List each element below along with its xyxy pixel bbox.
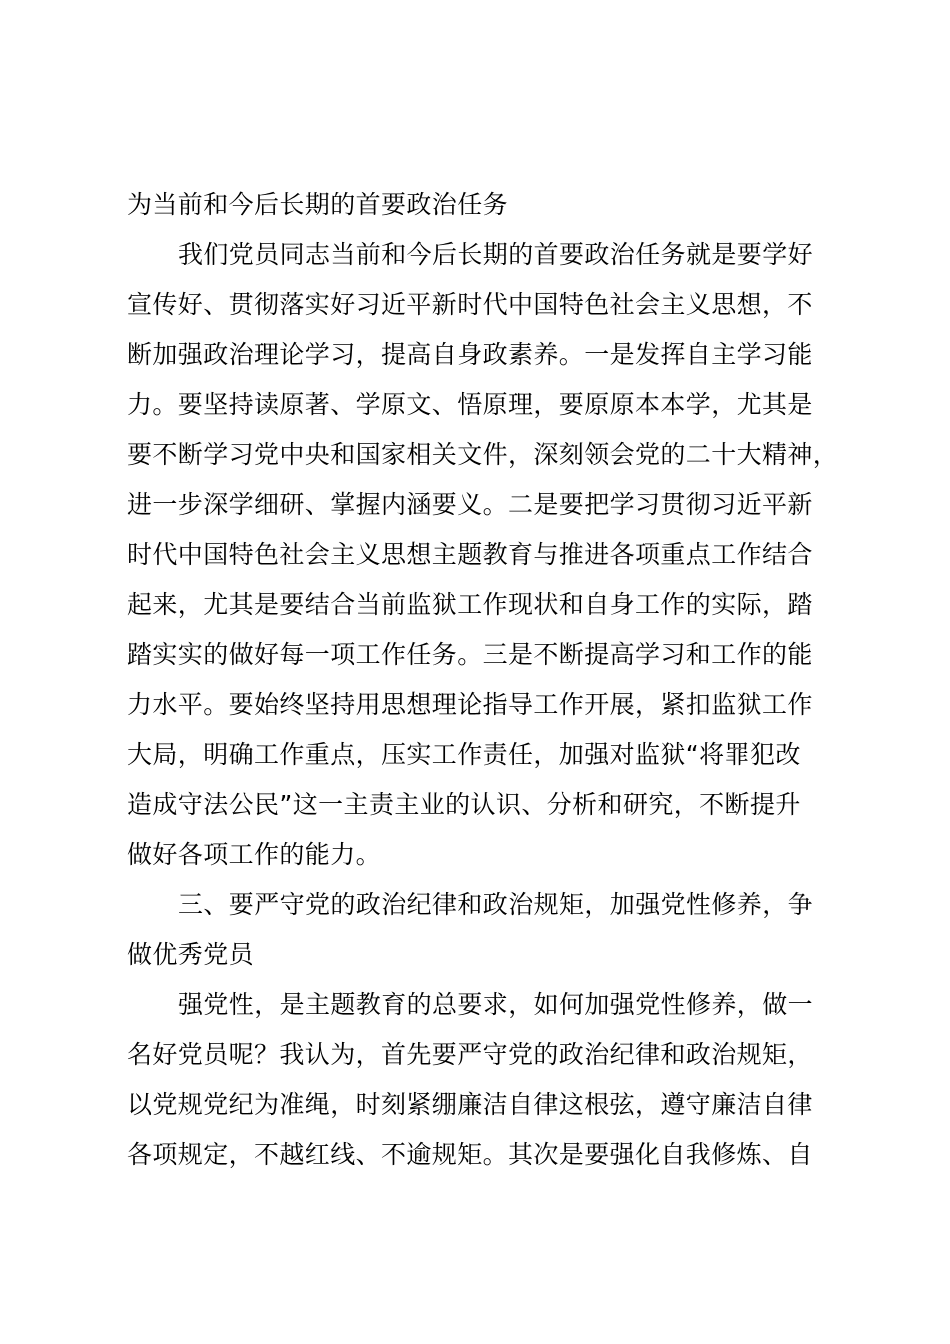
paragraph-line: 以党规党纪为准绳，时刻紧绷廉洁自律这根弦，遵守廉洁自律 xyxy=(127,1090,813,1119)
section-heading: 三、要严守党的政治纪律和政治规矩，加强党性修养，争 xyxy=(178,890,814,919)
paragraph-line: 进一步深学细研、掌握内涵要义。二是要把学习贯彻习近平新 xyxy=(127,490,813,519)
paragraph-line: 宣传好、贯彻落实好习近平新时代中国特色社会主义思想，不 xyxy=(127,290,813,319)
paragraph-line: 要不断学习党中央和国家相关文件，深刻领会党的二十大精神， xyxy=(127,440,839,469)
paragraph-line: 各项规定，不越红线、不逾规矩。其次是要强化自我修炼、自 xyxy=(127,1140,813,1169)
paragraph-line: 强党性，是主题教育的总要求，如何加强党性修养，做一 xyxy=(178,990,814,1019)
paragraph-line: 名好党员呢？我认为，首先要严守党的政治纪律和政治规矩， xyxy=(127,1040,813,1069)
paragraph-line: 大局，明确工作重点，压实工作责任，加强对监狱“将罪犯改 xyxy=(127,740,801,769)
paragraph-line: 力水平。要始终坚持用思想理论指导工作开展，紧扣监狱工作 xyxy=(127,690,813,719)
paragraph-line: 力。要坚持读原著、学原文、悟原理，要原原本本学，尤其是 xyxy=(127,390,813,419)
paragraph-line: 我们党员同志当前和今后长期的首要政治任务就是要学好 xyxy=(178,240,814,269)
paragraph-line: 起来，尤其是要结合当前监狱工作现状和自身工作的实际，踏 xyxy=(127,590,813,619)
section-heading-continuation: 为当前和今后长期的首要政治任务 xyxy=(127,190,509,219)
paragraph-line: 踏实实的做好每一项工作任务。三是不断提高学习和工作的能 xyxy=(127,640,813,669)
paragraph-line: 断加强政治理论学习，提高自身政素养。一是发挥自主学习能 xyxy=(127,340,813,369)
paragraph-line: 造成守法公民”这一主责主业的认识、分析和研究，不断提升 xyxy=(127,790,801,819)
paragraph-line: 做好各项工作的能力。 xyxy=(127,840,382,869)
paragraph-line: 时代中国特色社会主义思想主题教育与推进各项重点工作结合 xyxy=(127,540,813,569)
section-heading: 做优秀党员 xyxy=(127,940,255,969)
